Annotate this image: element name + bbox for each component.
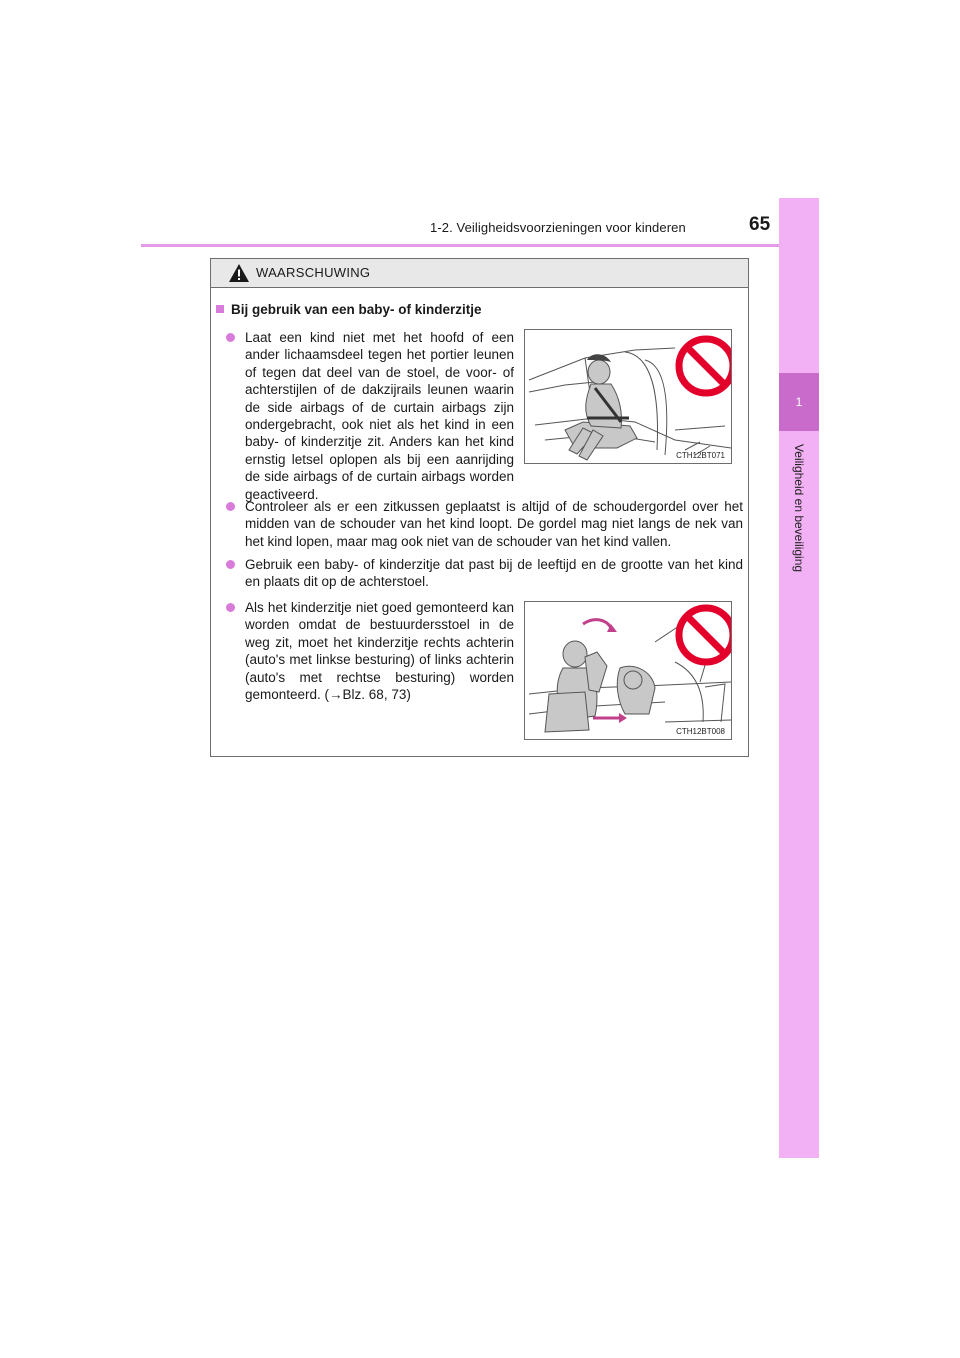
bullet-text: Gebruik een baby- of kinderzitje dat past bij de leeftijd en de grootte van het kind en plaats dit op de achterstoel. (245, 557, 743, 590)
child-seat-driver-conflict-illustration (525, 602, 731, 739)
section-title: 1-2. Veiligheidsvoorzieningen voor kinderen (430, 220, 686, 235)
figure-code: CTH12BT008 (676, 727, 725, 736)
figure-child-leaning-on-door (524, 329, 732, 464)
page-number: 65 (749, 214, 771, 235)
section-heading (216, 302, 482, 317)
square-bullet-icon (216, 305, 224, 313)
bullet-dot-icon (226, 603, 235, 612)
section-heading-text: Bij gebruik van een baby- of kinderzitje (231, 302, 482, 317)
chapter-label: Veiligheid en beveiliging (792, 443, 806, 573)
chapter-side-tab (779, 198, 819, 1158)
bullet-text: Laat een kind niet met het hoofd of een ander lichaamsdeel tegen het portier leunen of tegen dat deel van de stoel, de voor- of achterstijlen of de dakzijrails leunen waarin de side airbags of de curtain airbags zijn ondergebracht, ook niet als het kind in een baby- of kinderzitje zit. Anders kan het kind ernstig letsel oplopen als bij een aanrijding de side airbags of de curtain airbags worden geactiveerd. (245, 330, 514, 502)
warning-box (210, 258, 749, 757)
chapter-number-box (779, 373, 819, 431)
figure-code: CTH12BT071 (676, 451, 725, 460)
child-booster-seat-illustration (525, 330, 731, 463)
warning-header (211, 259, 748, 288)
bullet-text: Als het kinderzitje niet goed gemonteerd kan worden omdat de bestuurdersstoel in de weg zit, moet het kinderzitje rechts achterin (auto's met linkse besturing) of links achterin (auto's met rechtse besturing) worden gemonteerd. (→Blz. 68, 73) (245, 600, 514, 703)
chapter-number: 1 (795, 395, 803, 409)
bullet-dot-icon (226, 333, 235, 342)
warning-triangle-icon (228, 263, 250, 283)
header-rule (141, 244, 819, 247)
warning-title: WAARSCHUWING (256, 265, 371, 280)
bullet-dot-icon (226, 502, 235, 511)
figure-child-seat-behind-driver (524, 601, 732, 740)
bullet-text: Controleer als er een zitkussen geplaatst is altijd of de schoudergordel over het midden van de schouder van het kind loopt. De gordel mag niet langs de nek van het kind lopen, maar mag ook niet van de schouder van het kind vallen. (245, 499, 743, 549)
bullet-dot-icon (226, 560, 235, 569)
